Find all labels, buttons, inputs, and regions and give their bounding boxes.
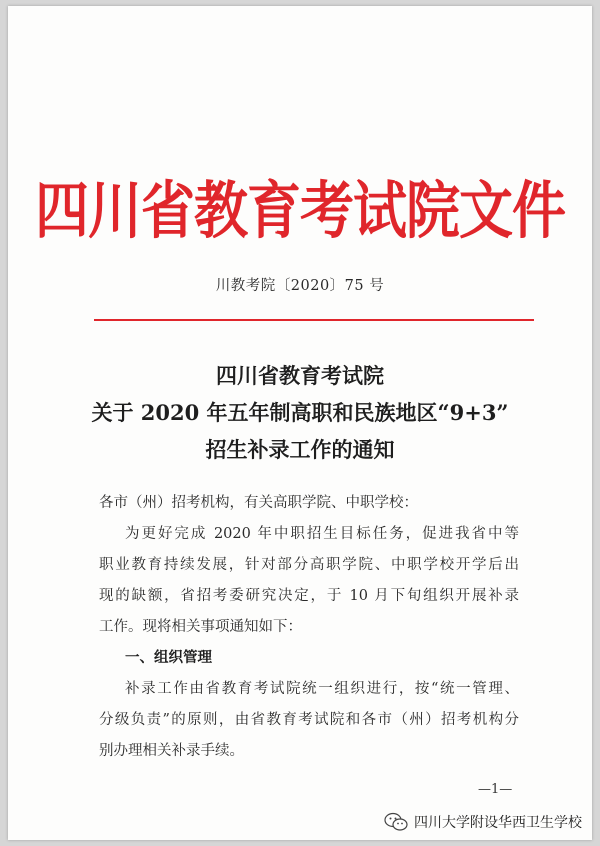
document-number: 川教考院〔2020〕75 号 [215,278,385,294]
section-1-line-2: 分级负责”的原则，由省教育考试院和各市（州）招考机构分 [99,712,519,728]
intro-line-1: 为更好完成 2020 年中职招生目标任务，促进我省中等 [125,526,519,542]
intro-line-2: 职业教育持续发展，针对部分高职学院、中职学校开学后出 [99,557,519,573]
intro-line-4: 工作。现将相关事项通知如下： [99,619,302,635]
page-number: —1— [478,782,513,797]
title-line-1: 四川省教育考试院 [216,363,384,388]
document-page [8,6,592,840]
red-divider [94,319,534,321]
document-header: 四川省教育考试院文件 [35,173,565,247]
wechat-watermark [384,809,582,835]
salutation: 各市（州）招考机构，有关高职学院、中职学校： [99,495,418,511]
section-1-heading: 一、组织管理 [125,650,212,666]
title-line-2: 关于 2020 年五年制高职和民族地区“9+3” [91,400,509,425]
wechat-icon [384,812,408,832]
section-1-line-1: 补录工作由省教育考试院统一组织进行，按“统一管理、 [125,681,519,697]
watermark-text: 四川大学附设华西卫生学校 [414,815,582,831]
intro-line-3: 现的缺额，省招考委研究决定，于 10 月下旬组织开展补录 [99,588,519,604]
title-line-3: 招生补录工作的通知 [205,437,395,462]
section-1-line-3: 别办理相关补录手续。 [99,743,244,759]
